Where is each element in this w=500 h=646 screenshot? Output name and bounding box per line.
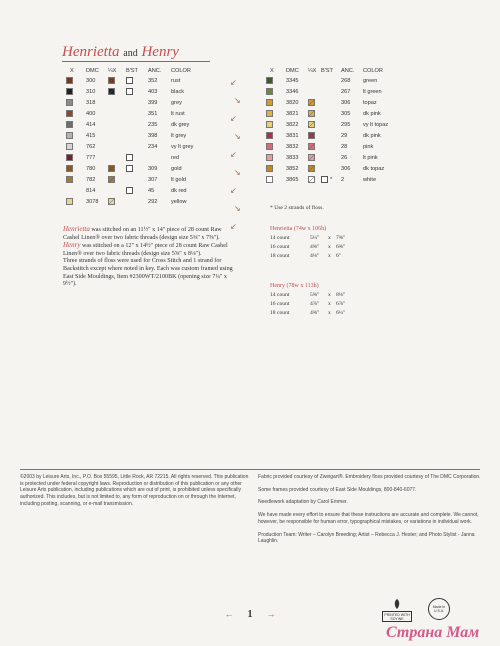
color-key-row <box>66 197 206 208</box>
floss-desc: Three strands of floss were used for Cross Stitch and 1 strand for Backstitch except where noted in key. Each was custom framed using East Side Mouldings, Item #2300WT/2100BK (opening size 7¼" x 9½"). <box>63 258 233 288</box>
size-x: x <box>328 253 331 259</box>
quarter-stitch-symbol <box>308 176 315 183</box>
size-count: 14 count <box>270 235 290 241</box>
quarter-stitch-symbol <box>308 143 315 150</box>
color-name: lt green <box>363 89 382 95</box>
quarter-stitch-symbol <box>308 165 315 172</box>
quarter-stitch-symbol <box>308 110 315 117</box>
anchor-number: 403 <box>148 89 158 95</box>
page-number-area <box>200 604 300 622</box>
cross-stitch-symbol <box>66 154 73 161</box>
color-key-row <box>266 87 406 98</box>
henrietta-name: Henrietta <box>63 225 90 233</box>
cross-stitch-symbol <box>266 176 273 183</box>
size-w: 4⅝" <box>310 244 320 250</box>
cross-stitch-symbol <box>266 110 273 117</box>
color-name: black <box>171 89 185 95</box>
size-x: x <box>328 235 331 241</box>
size-rows <box>270 235 390 262</box>
cross-stitch-symbol <box>266 143 273 150</box>
color-key-row <box>266 76 406 87</box>
color-key-row <box>66 142 206 153</box>
dmc-number: 3078 <box>86 199 99 205</box>
color-name: lt gold <box>171 177 186 183</box>
hdr-quarter-x-right: ¼X <box>308 68 317 74</box>
backstitch-symbol <box>126 77 133 84</box>
color-key-row <box>266 131 406 142</box>
hdr-dmc: DMC <box>86 68 99 74</box>
title-henry: Henry <box>141 44 179 60</box>
anchor-number: 45 <box>148 188 155 194</box>
size-count: 18 count <box>270 310 290 316</box>
dmc-number: 3346 <box>286 89 299 95</box>
anchor-number: 29 <box>341 133 348 139</box>
backstitch-symbol <box>126 88 133 95</box>
size-h: 6⅝" <box>336 244 346 250</box>
dmc-number: 3833 <box>286 155 299 161</box>
quarter-stitch-symbol <box>308 154 315 161</box>
color-key-row <box>66 153 206 164</box>
cross-stitch-symbol <box>66 110 73 117</box>
page-number: 1 <box>247 609 253 620</box>
credits <box>258 474 483 551</box>
made-in-usa-label: Made in U.S.A. <box>432 605 446 613</box>
cross-stitch-symbol <box>66 121 73 128</box>
color-name: lt rust <box>171 111 185 117</box>
color-name: red <box>171 155 180 161</box>
henrietta-desc: was stitched on an 11½" x 14" piece of 28 count Raw Cashel Linen® over two fabric threads (design size 5⅜" x 7⅝"). <box>63 227 222 241</box>
color-key-row <box>266 153 406 164</box>
design-size-row <box>270 292 390 301</box>
size-rows <box>270 292 390 319</box>
dmc-number: 400 <box>86 111 96 117</box>
leaf-icon: ↙ <box>230 222 237 231</box>
color-name: lt grey <box>171 133 187 139</box>
hdr-dmc-right: DMC <box>286 68 299 74</box>
dmc-number: 3822 <box>286 122 299 128</box>
quarter-stitch-symbol <box>308 121 315 128</box>
right-leaf-icon: → <box>266 609 276 619</box>
leaf-icon: ↙ <box>230 78 237 87</box>
color-name: grey <box>171 100 182 106</box>
quarter-stitch-symbol <box>108 77 115 84</box>
color-name: green <box>363 78 378 84</box>
leaf-icon: ↙ <box>230 114 237 123</box>
anchor-number: 2 <box>341 177 345 183</box>
size-x: x <box>328 301 331 307</box>
anchor-number: 267 <box>341 89 351 95</box>
size-w: 4⅛" <box>310 253 320 259</box>
title-and: and <box>123 48 138 59</box>
title-henrietta: Henrietta <box>62 44 120 60</box>
dmc-number: 3852 <box>286 166 299 172</box>
color-key-row <box>66 164 206 175</box>
cross-stitch-symbol <box>66 143 73 150</box>
dmc-number: 300 <box>86 78 96 84</box>
watermark: Страна Мам <box>386 624 480 641</box>
anchor-number: 295 <box>341 122 351 128</box>
cross-stitch-symbol <box>266 88 273 95</box>
size-h: 6⅞" <box>336 301 346 307</box>
dmc-number: 415 <box>86 133 96 139</box>
anchor-number: 235 <box>148 122 158 128</box>
color-name: topaz <box>363 100 377 106</box>
anchor-number: 398 <box>148 133 158 139</box>
color-key-row <box>66 98 206 109</box>
color-key-row <box>66 186 206 197</box>
color-name: dk grey <box>171 122 190 128</box>
dmc-number: 814 <box>86 188 96 194</box>
hdr-color-right: COLOR <box>363 68 383 74</box>
quarter-stitch-symbol <box>108 165 115 172</box>
hdr-x: X <box>70 68 74 74</box>
size-table-title: Henry (78w x 113h) <box>270 283 319 289</box>
dmc-number: 414 <box>86 122 96 128</box>
leaf-icon: ↙ <box>230 150 237 159</box>
leaf-icon: ↙ <box>230 186 237 195</box>
size-h: 6" <box>336 253 342 259</box>
color-name: gold <box>171 166 182 172</box>
stitching-description <box>63 226 233 289</box>
color-key-row <box>266 120 406 131</box>
dmc-number: 3831 <box>286 133 299 139</box>
size-count: 16 count <box>270 301 290 307</box>
dmc-number: 780 <box>86 166 96 172</box>
credit-line: Some frames provided courtesy of East Side Mouldings, 800-840-6077. <box>258 486 417 493</box>
cross-stitch-symbol <box>66 132 73 139</box>
cross-stitch-symbol <box>66 88 73 95</box>
dmc-number: 3345 <box>286 78 299 84</box>
color-key-row <box>266 98 406 109</box>
anchor-number: 306 <box>341 166 351 172</box>
size-x: x <box>328 310 331 316</box>
cross-stitch-symbol <box>266 165 273 172</box>
leaf-icon: ↘ <box>234 96 241 105</box>
color-name: dk topaz <box>363 166 385 172</box>
color-key-row <box>66 87 206 98</box>
color-name: lt pink <box>363 155 378 161</box>
color-key-row <box>66 131 206 142</box>
floss-note: * Use 2 strands of floss. <box>270 205 324 211</box>
credit-line: Needlework adaptation by Carol Emmer. <box>258 499 348 506</box>
size-w: 5⅝" <box>310 292 320 298</box>
size-count: 14 count <box>270 292 290 298</box>
size-count: 18 count <box>270 253 290 259</box>
cross-stitch-symbol <box>66 176 73 183</box>
color-key-row <box>266 142 406 153</box>
cross-stitch-symbol <box>266 154 273 161</box>
anchor-number: 306 <box>341 100 351 106</box>
anchor-number: 351 <box>148 111 158 117</box>
anchor-number: 399 <box>148 100 158 106</box>
anchor-number: 28 <box>341 144 348 150</box>
right-color-key <box>266 76 406 186</box>
color-key-row <box>66 120 206 131</box>
color-key-row <box>266 175 406 186</box>
hdr-color: COLOR <box>171 68 191 74</box>
cross-stitch-symbol <box>66 165 73 172</box>
anchor-number: 307 <box>148 177 158 183</box>
left-color-key <box>66 76 206 208</box>
leaf-icon: ↘ <box>234 132 241 141</box>
dmc-number: 762 <box>86 144 96 150</box>
note-marker: * <box>330 177 333 183</box>
color-key-row <box>266 109 406 120</box>
anchor-number: 305 <box>341 111 351 117</box>
dmc-number: 777 <box>86 155 96 161</box>
quarter-stitch-symbol <box>308 99 315 106</box>
color-name: rust <box>171 78 181 84</box>
soy-leaf-icon <box>391 598 403 610</box>
color-name: dk pink <box>363 111 381 117</box>
hdr-anc: ANC. <box>148 68 162 74</box>
size-count: 16 count <box>270 244 290 250</box>
dmc-number: 310 <box>86 89 96 95</box>
dmc-number: 3821 <box>286 111 299 117</box>
quarter-stitch-symbol <box>308 132 315 139</box>
cross-stitch-symbol <box>66 77 73 84</box>
credit-line: Production Team: Writer – Carolyn Breeding; Artist – Rebecca J. Hester; and Photo Stylist - Janna Laughlin. <box>258 531 475 545</box>
hdr-quarter-x: ¼X <box>108 68 117 74</box>
color-name: vy lt grey <box>171 144 194 150</box>
dmc-number: 782 <box>86 177 96 183</box>
color-key-row <box>66 109 206 120</box>
design-size-row <box>270 301 390 310</box>
color-name: vy lt topaz <box>363 122 389 128</box>
size-w: 5¼" <box>310 235 320 241</box>
cross-stitch-symbol <box>66 99 73 106</box>
leaf-icon: ↘ <box>234 168 241 177</box>
anchor-number: 26 <box>341 155 348 161</box>
size-w: 4⅜" <box>310 310 320 316</box>
quarter-stitch-symbol <box>108 198 115 205</box>
color-key-row <box>66 76 206 87</box>
henry-name: Henry <box>63 241 81 250</box>
credit-line: Fabric provided courtesy of Zweigart®. Embroidery floss provided courtesy of The DMC Corporation. <box>258 474 481 480</box>
anchor-number: 309 <box>148 166 158 172</box>
hdr-bst: B'ST <box>126 68 138 74</box>
anchor-number: 352 <box>148 78 158 84</box>
dmc-number: 3832 <box>286 144 299 150</box>
quarter-stitch-symbol <box>108 88 115 95</box>
anchor-number: 292 <box>148 199 158 205</box>
size-table-title: Henrietta (74w x 106h) <box>270 226 327 232</box>
cross-stitch-symbol <box>266 99 273 106</box>
size-w: 4⅞" <box>310 301 320 307</box>
cross-stitch-symbol <box>266 77 273 84</box>
size-h: 8⅛" <box>336 292 346 298</box>
color-name: pink <box>363 144 374 150</box>
made-in-usa-badge <box>428 598 450 620</box>
leaf-icon: ↘ <box>234 204 241 213</box>
footer-divider <box>20 469 480 470</box>
soy-ink-label: PRINTED WITH SOYINK <box>382 611 412 622</box>
soy-ink-badge <box>382 598 412 622</box>
credit-line: We have made every effort to ensure that these instructions are accurate and complete. We cannot, however, be responsible for human error, typographical mistakes, or variations in individual work. <box>258 512 479 525</box>
size-h: 6¼" <box>336 310 346 316</box>
cross-stitch-symbol <box>266 121 273 128</box>
design-size-row <box>270 244 390 253</box>
size-table-henry <box>270 283 390 319</box>
color-name: yellow <box>171 199 187 205</box>
dmc-number: 318 <box>86 100 96 106</box>
backstitch-symbol <box>321 176 328 183</box>
color-key-row <box>266 164 406 175</box>
design-size-row <box>270 310 390 319</box>
henry-desc: was stitched on a 12" x 14½" piece of 28 count Raw Cashel Linen® over two fabric threads (design size 5⅝" x 8⅛"). <box>63 243 228 257</box>
size-table-henrietta <box>270 226 390 262</box>
dmc-number: 3865 <box>286 177 299 183</box>
copyright-notice: ©2003 by Leisure Arts, Inc., P.O. Box 55595, Little Rock, AR 72215. All rights reserved. This publication is protected under federal copyright laws. Reproduction or distribution of this publication or any other Leisure Arts publication, including publications which are out of print, is prohibited unless specifically authorized. This includes, but is not limited to, any form of reproduction on or through the Internet, including posting, scanning, or e-mail transmission. <box>20 474 249 507</box>
leaf-border <box>230 78 250 238</box>
design-size-row <box>270 235 390 244</box>
color-name: white <box>363 177 377 183</box>
color-name: dk pink <box>363 133 381 139</box>
hdr-anc-right: ANC. <box>341 68 355 74</box>
quarter-stitch-symbol <box>108 176 115 183</box>
hdr-x-right: X <box>270 68 274 74</box>
anchor-number: 234 <box>148 144 158 150</box>
left-leaf-icon: ← <box>224 609 234 619</box>
dmc-number: 3820 <box>286 100 299 106</box>
color-key-row <box>66 175 206 186</box>
title-underline <box>62 61 210 62</box>
color-name: dk red <box>171 188 187 194</box>
backstitch-symbol <box>126 165 133 172</box>
size-x: x <box>328 292 331 298</box>
backstitch-symbol <box>126 187 133 194</box>
design-size-row <box>270 253 390 262</box>
cross-stitch-symbol <box>66 198 73 205</box>
hdr-bst-right: B'ST <box>321 68 333 74</box>
pattern-title <box>62 44 179 61</box>
size-h: 7⅝" <box>336 235 346 241</box>
cross-stitch-symbol <box>266 132 273 139</box>
size-x: x <box>328 244 331 250</box>
anchor-number: 268 <box>341 78 351 84</box>
backstitch-symbol <box>126 154 133 161</box>
